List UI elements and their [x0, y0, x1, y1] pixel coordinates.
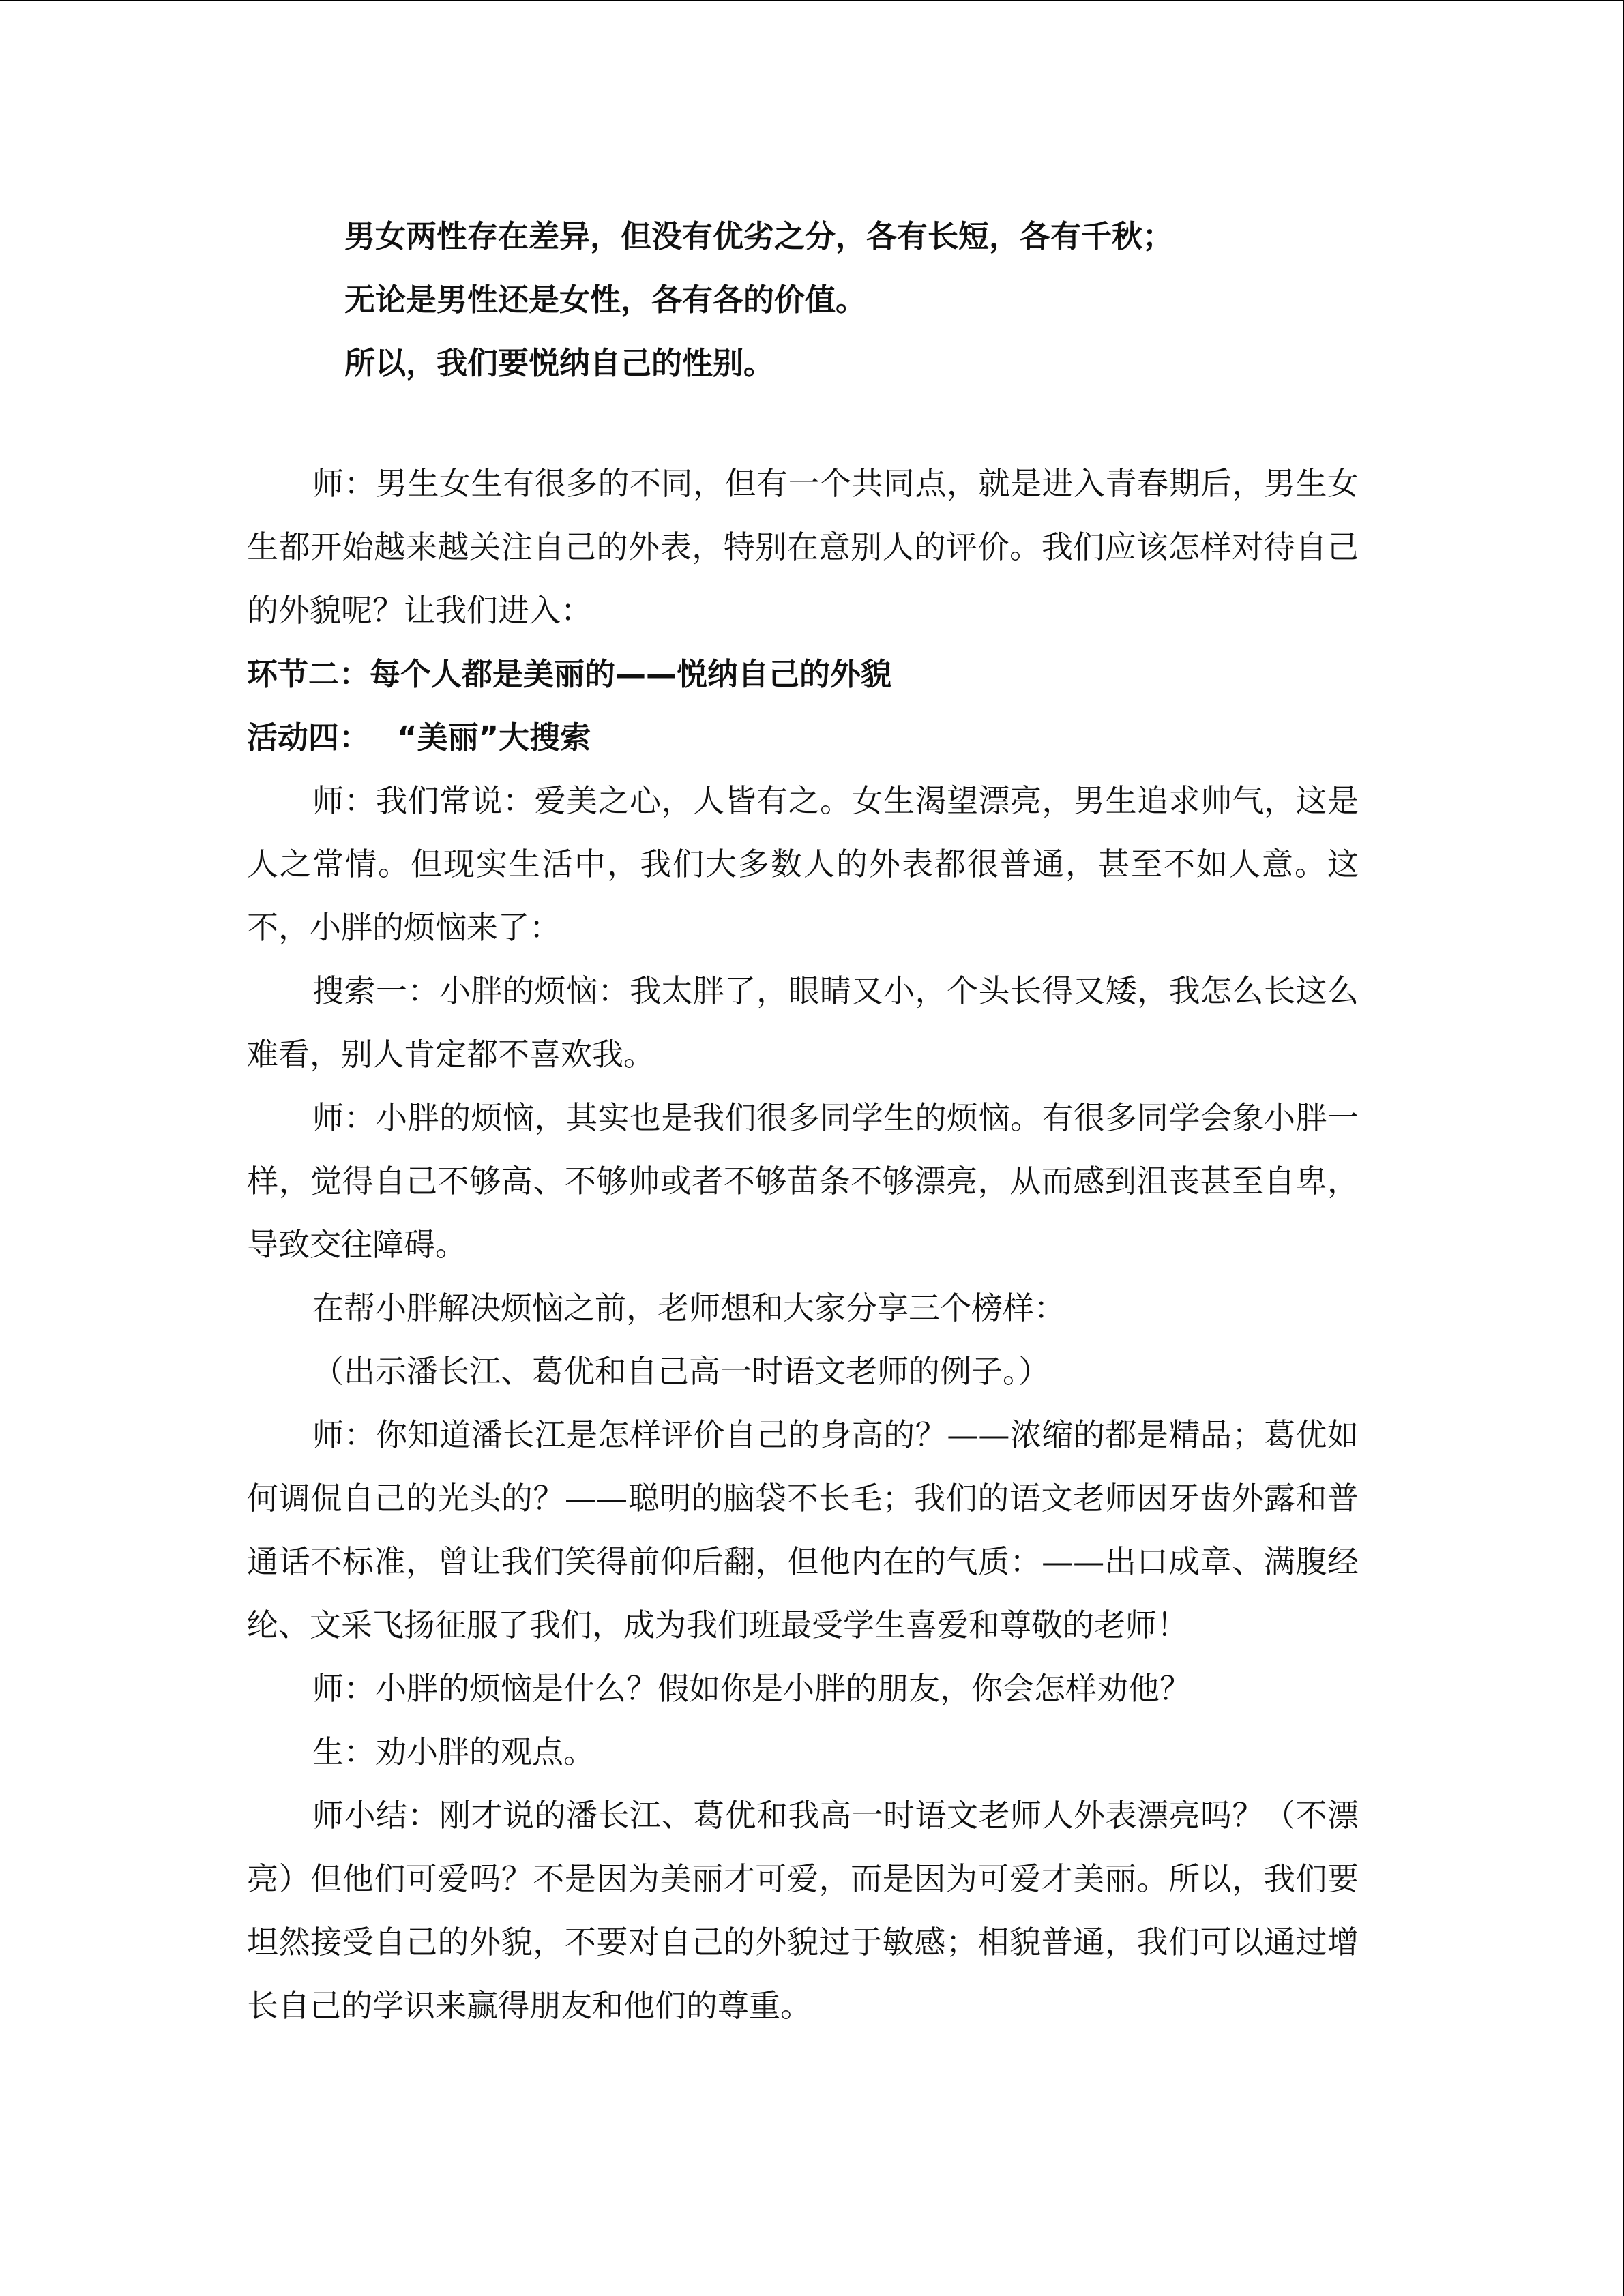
paragraph-teacher-examples: 师：你知道潘长江是怎样评价自己的身高的？——浓缩的都是精品；葛优如何调侃自己的光头的？——聪明的脑袋不长毛；我们的语文老师因牙齿外露和普通话不标准，曾让我们笑得前仰后翻，但他内在的气质：——出口成章、满腹经纶、文采飞扬征服了我们，成为我们班最受学生喜爱和尊敬的老师！	[247, 1416, 1359, 1643]
activity-title: “美丽”大搜索	[397, 719, 591, 756]
paragraph-teacher-beauty: 师：我们常说：爱美之心，人皆有之。女生渴望漂亮，男生追求帅气，这是人之常情。但现实生活中，我们大多数人的外表都很普通，甚至不如人意。这不，小胖的烦恼来了：	[247, 782, 1359, 946]
paragraph-teacher-question: 师：小胖的烦恼是什么？假如你是小胖的朋友，你会怎样劝他？	[312, 1670, 1191, 1707]
paragraph-student-response: 生：劝小胖的观点。	[312, 1733, 595, 1770]
document-body	[247, 452, 1359, 2038]
summary-line: 无论是男性还是女性，各有各的价值。	[344, 282, 867, 318]
paragraph-search-one: 搜索一：小胖的烦恼：我太胖了，眼睛又小，个头长得又矮，我怎么长这么难看，别人肯定都不喜欢我。	[247, 972, 1359, 1073]
summary-line: 男女两性存在差异，但没有优劣之分，各有长短，各有千秋；	[344, 218, 1174, 254]
paragraph-teacher-intro: 师：男生女生有很多的不同，但有一个共同点，就是进入青春期后，男生女生都开始越来越关注自己的外表，特别在意别人的评价。我们应该怎样对待自己的外貌呢？让我们进入：	[247, 465, 1359, 629]
paragraph-teacher-worry: 师：小胖的烦恼，其实也是我们很多同学生的烦恼。有很多同学会象小胖一样，觉得自己不够高、不够帅或者不够苗条不够漂亮，从而感到沮丧甚至自卑，导致交往障碍。	[247, 1099, 1359, 1263]
page-border-top	[0, 0, 1624, 1]
summary-line: 所以，我们要悦纳自己的性别。	[344, 345, 775, 381]
paragraph-role-models-intro: 在帮小胖解决烦恼之前，老师想和大家分享三个榜样：	[312, 1289, 1065, 1326]
summary-block	[344, 205, 1436, 395]
section-heading: 环节二：每个人都是美丽的——悦纳自己的外貌	[247, 656, 892, 692]
paragraph-teacher-summary: 师小结：刚才说的潘长江、葛优和我高一时语文老师人外表漂亮吗？（不漂亮）但他们可爱吗？不是因为美丽才可爱，而是因为可爱才美丽。所以，我们要坦然接受自己的外貌，不要对自己的外貌过于敏感；相貌普通，我们可以通过增长自己的学识来赢得朋友和他们的尊重。	[247, 1797, 1359, 2024]
activity-label: 活动四：	[247, 719, 370, 756]
paragraph-examples-note: （出示潘长江、葛优和自己高一时语文老师的例子。）	[312, 1353, 1050, 1390]
activity-heading	[247, 706, 1359, 769]
